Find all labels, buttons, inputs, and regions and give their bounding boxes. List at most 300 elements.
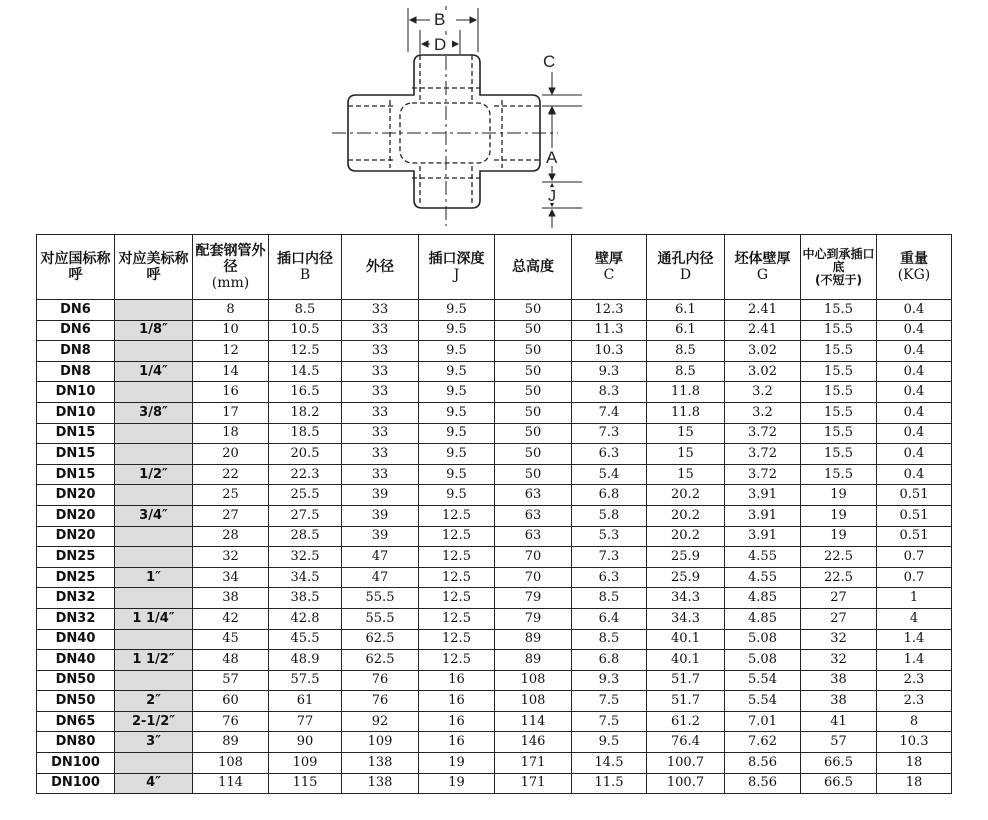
- table-row: [37, 444, 952, 465]
- table-cell: 16: [193, 382, 269, 403]
- table-cell: 11.3: [572, 320, 647, 341]
- cell-us-size: 1/2″: [115, 464, 193, 485]
- label-a: A: [546, 148, 558, 167]
- table-cell: 8.56: [725, 773, 801, 794]
- table-cell: 1.4: [877, 629, 952, 650]
- table-cell: 100.7: [647, 773, 725, 794]
- table-body: [37, 300, 952, 794]
- table-cell: 1: [877, 588, 952, 609]
- table-cell: 12.5: [419, 588, 495, 609]
- table-cell: 9.5: [572, 732, 647, 753]
- cell-us-size: [115, 629, 193, 650]
- dimension-table: [36, 234, 952, 794]
- table-cell: 7.3: [572, 423, 647, 444]
- table-cell: 0.4: [877, 382, 952, 403]
- table-cell: 40.1: [647, 629, 725, 650]
- table-cell: 3.91: [725, 526, 801, 547]
- cell-gb-size: DN25: [37, 567, 115, 588]
- table-cell: 6.3: [572, 444, 647, 465]
- table-cell: 89: [193, 732, 269, 753]
- cell-gb-size: DN50: [37, 670, 115, 691]
- table-cell: 33: [342, 382, 419, 403]
- cell-us-size: [115, 670, 193, 691]
- table-cell: 15.5: [801, 361, 877, 382]
- cell-gb-size: DN15: [37, 444, 115, 465]
- table-cell: 61.2: [647, 711, 725, 732]
- cell-gb-size: DN15: [37, 423, 115, 444]
- table-cell: 25.9: [647, 567, 725, 588]
- cell-gb-size: DN15: [37, 464, 115, 485]
- table-cell: 4.55: [725, 547, 801, 568]
- table-cell: 8.5: [269, 300, 342, 321]
- table-row: [37, 588, 952, 609]
- col-header-od: 外径: [342, 235, 419, 300]
- cell-gb-size: DN40: [37, 650, 115, 671]
- cell-us-size: 1″: [115, 567, 193, 588]
- table-cell: 0.4: [877, 341, 952, 362]
- table-cell: 109: [342, 732, 419, 753]
- cell-gb-size: DN25: [37, 547, 115, 568]
- cell-gb-size: DN6: [37, 300, 115, 321]
- cell-gb-size: DN20: [37, 505, 115, 526]
- table-cell: 50: [495, 382, 572, 403]
- table-cell: 34.3: [647, 608, 725, 629]
- cell-us-size: [115, 300, 193, 321]
- socket-left: [348, 100, 396, 168]
- cell-us-size: [115, 526, 193, 547]
- dimension-a: [542, 108, 582, 182]
- table-cell: 22.5: [801, 567, 877, 588]
- table-cell: 50: [495, 464, 572, 485]
- cell-us-size: 3/8″: [115, 402, 193, 423]
- table-cell: 47: [342, 567, 419, 588]
- table-cell: 100.7: [647, 753, 725, 774]
- table-cell: 16: [419, 691, 495, 712]
- table-cell: 9.5: [419, 444, 495, 465]
- table-cell: 12.3: [572, 300, 647, 321]
- table-cell: 57.5: [269, 670, 342, 691]
- table-cell: 8.3: [572, 382, 647, 403]
- table-cell: 8.5: [647, 341, 725, 362]
- table-cell: 2.3: [877, 691, 952, 712]
- table-cell: 11.8: [647, 402, 725, 423]
- table-cell: 0.51: [877, 526, 952, 547]
- table-row: [37, 320, 952, 341]
- table-cell: 22: [193, 464, 269, 485]
- cell-gb-size: DN32: [37, 608, 115, 629]
- table-cell: 45.5: [269, 629, 342, 650]
- table-cell: 57: [193, 670, 269, 691]
- table-cell: 8.5: [572, 588, 647, 609]
- table-cell: 3.72: [725, 464, 801, 485]
- cell-us-size: 1 1/2″: [115, 650, 193, 671]
- table-cell: 1.4: [877, 650, 952, 671]
- table-cell: 27.5: [269, 505, 342, 526]
- cell-us-size: [115, 485, 193, 506]
- table-cell: 2.41: [725, 300, 801, 321]
- table-cell: 6.8: [572, 485, 647, 506]
- table-row: [37, 650, 952, 671]
- table-cell: 16: [419, 732, 495, 753]
- table-cell: 6.8: [572, 650, 647, 671]
- cell-us-size: 1 1/4″: [115, 608, 193, 629]
- table-cell: 33: [342, 300, 419, 321]
- table-cell: 42.8: [269, 608, 342, 629]
- table-cell: 9.5: [419, 300, 495, 321]
- table-cell: 48.9: [269, 650, 342, 671]
- table-row: [37, 711, 952, 732]
- table-cell: 77: [269, 711, 342, 732]
- table-cell: 33: [342, 402, 419, 423]
- table-cell: 138: [342, 753, 419, 774]
- table-row: [37, 464, 952, 485]
- cell-gb-size: DN80: [37, 732, 115, 753]
- col-header-weight: 重量 (KG): [877, 235, 952, 300]
- cell-us-size: 4″: [115, 773, 193, 794]
- table-cell: 18.2: [269, 402, 342, 423]
- table-cell: 51.7: [647, 691, 725, 712]
- table-header-row: [37, 235, 952, 300]
- table-cell: 14: [193, 361, 269, 382]
- cell-gb-size: DN100: [37, 773, 115, 794]
- table-cell: 9.5: [419, 485, 495, 506]
- col-header-socket-depth: 插口深度 J: [419, 235, 495, 300]
- table-cell: 16: [419, 670, 495, 691]
- col-header-center-to-socket: 中心到承插口底 (不短于): [801, 235, 877, 300]
- table-cell: 76.4: [647, 732, 725, 753]
- table-cell: 9.3: [572, 361, 647, 382]
- col-header-total-height: 总高度: [495, 235, 572, 300]
- table-cell: 15: [647, 464, 725, 485]
- label-d: D: [434, 35, 447, 54]
- cell-gb-size: DN8: [37, 361, 115, 382]
- table-cell: 50: [495, 402, 572, 423]
- table-cell: 9.3: [572, 670, 647, 691]
- table-cell: 92: [342, 711, 419, 732]
- table-cell: 38: [193, 588, 269, 609]
- cell-us-size: 1/8″: [115, 320, 193, 341]
- table-cell: 171: [495, 773, 572, 794]
- table-cell: 5.54: [725, 670, 801, 691]
- cell-us-size: [115, 753, 193, 774]
- table-cell: 0.4: [877, 444, 952, 465]
- table-cell: 50: [495, 423, 572, 444]
- table-cell: 17: [193, 402, 269, 423]
- col-header-pipe-od: 配套钢管外径 (mm): [193, 235, 269, 300]
- table-cell: 3.91: [725, 485, 801, 506]
- table-cell: 15.5: [801, 382, 877, 403]
- table-cell: 115: [269, 773, 342, 794]
- table-cell: 108: [193, 753, 269, 774]
- table-row: [37, 753, 952, 774]
- table-cell: 63: [495, 505, 572, 526]
- cell-gb-size: DN20: [37, 485, 115, 506]
- table-cell: 12.5: [419, 629, 495, 650]
- table-cell: 108: [495, 670, 572, 691]
- cell-us-size: 3″: [115, 732, 193, 753]
- table-cell: 50: [495, 341, 572, 362]
- table-cell: 32: [193, 547, 269, 568]
- cell-us-size: 2-1/2″: [115, 711, 193, 732]
- table-cell: 34.5: [269, 567, 342, 588]
- table-row: [37, 629, 952, 650]
- table-cell: 12.5: [419, 650, 495, 671]
- table-cell: 10.3: [877, 732, 952, 753]
- table-cell: 4.85: [725, 588, 801, 609]
- table-cell: 10.5: [269, 320, 342, 341]
- table-cell: 89: [495, 650, 572, 671]
- table-cell: 47: [342, 547, 419, 568]
- table-row: [37, 732, 952, 753]
- table-cell: 18: [877, 753, 952, 774]
- table-cell: 3.91: [725, 505, 801, 526]
- table-cell: 2.41: [725, 320, 801, 341]
- table-cell: 12.5: [419, 567, 495, 588]
- table-cell: 12: [193, 341, 269, 362]
- table-cell: 15.5: [801, 341, 877, 362]
- table-cell: 0.4: [877, 464, 952, 485]
- table-cell: 32: [801, 629, 877, 650]
- cell-us-size: [115, 341, 193, 362]
- table-cell: 5.08: [725, 629, 801, 650]
- table-cell: 32.5: [269, 547, 342, 568]
- cell-us-size: [115, 547, 193, 568]
- cell-us-size: [115, 588, 193, 609]
- table-cell: 15.5: [801, 402, 877, 423]
- table-cell: 15.5: [801, 320, 877, 341]
- cell-gb-size: DN10: [37, 382, 115, 403]
- table-cell: 3.02: [725, 361, 801, 382]
- table-cell: 0.7: [877, 547, 952, 568]
- table-cell: 15.5: [801, 300, 877, 321]
- table-cell: 40.1: [647, 650, 725, 671]
- table-cell: 19: [419, 773, 495, 794]
- table-cell: 20.2: [647, 485, 725, 506]
- table-cell: 34: [193, 567, 269, 588]
- table-cell: 114: [495, 711, 572, 732]
- table-cell: 18.5: [269, 423, 342, 444]
- table-cell: 15.5: [801, 423, 877, 444]
- table-cell: 11.5: [572, 773, 647, 794]
- table-cell: 0.4: [877, 320, 952, 341]
- table-cell: 12.5: [419, 608, 495, 629]
- table-cell: 12.5: [269, 341, 342, 362]
- table-row: [37, 300, 952, 321]
- cross-outline: [348, 55, 540, 208]
- table-row: [37, 423, 952, 444]
- table-row: [37, 505, 952, 526]
- table-cell: 14.5: [269, 361, 342, 382]
- table-cell: 0.51: [877, 485, 952, 506]
- table-cell: 20.2: [647, 526, 725, 547]
- table-cell: 11.8: [647, 382, 725, 403]
- table-cell: 0.4: [877, 423, 952, 444]
- table-cell: 38.5: [269, 588, 342, 609]
- table-cell: 57: [801, 732, 877, 753]
- cell-gb-size: DN100: [37, 753, 115, 774]
- table-cell: 79: [495, 588, 572, 609]
- cross-fitting-diagram: [330, 0, 600, 232]
- table-row: [37, 341, 952, 362]
- table-cell: 0.4: [877, 402, 952, 423]
- cell-us-size: 1/4″: [115, 361, 193, 382]
- table-cell: 6.1: [647, 320, 725, 341]
- table-cell: 15: [647, 444, 725, 465]
- table-row: [37, 547, 952, 568]
- table-cell: 9.5: [419, 423, 495, 444]
- table-cell: 61: [269, 691, 342, 712]
- table-cell: 33: [342, 320, 419, 341]
- table-cell: 6.4: [572, 608, 647, 629]
- table-cell: 7.3: [572, 547, 647, 568]
- cell-gb-size: DN10: [37, 402, 115, 423]
- table-cell: 5.4: [572, 464, 647, 485]
- table-cell: 5.54: [725, 691, 801, 712]
- table-cell: 70: [495, 567, 572, 588]
- table-cell: 62.5: [342, 629, 419, 650]
- table-cell: 3.72: [725, 444, 801, 465]
- table-cell: 3.2: [725, 382, 801, 403]
- table-cell: 5.08: [725, 650, 801, 671]
- table-cell: 66.5: [801, 773, 877, 794]
- table-cell: 38: [801, 670, 877, 691]
- table-cell: 9.5: [419, 361, 495, 382]
- table-cell: 3.72: [725, 423, 801, 444]
- cell-us-size: [115, 444, 193, 465]
- table-cell: 114: [193, 773, 269, 794]
- table-cell: 41: [801, 711, 877, 732]
- table-cell: 8: [193, 300, 269, 321]
- table-cell: 7.5: [572, 711, 647, 732]
- table-cell: 8.5: [647, 361, 725, 382]
- table-cell: 7.4: [572, 402, 647, 423]
- table-cell: 108: [495, 691, 572, 712]
- table-cell: 48: [193, 650, 269, 671]
- label-j: J: [548, 188, 556, 205]
- cell-us-size: 3/4″: [115, 505, 193, 526]
- col-header-bore: 通孔内径 D: [647, 235, 725, 300]
- table-cell: 0.51: [877, 505, 952, 526]
- table-cell: 0.4: [877, 300, 952, 321]
- table-cell: 20.2: [647, 505, 725, 526]
- col-header-gb: 对应国标称呼: [37, 235, 115, 300]
- table-cell: 6.1: [647, 300, 725, 321]
- cell-gb-size: DN40: [37, 629, 115, 650]
- table-cell: 28: [193, 526, 269, 547]
- table-cell: 33: [342, 423, 419, 444]
- table-cell: 33: [342, 361, 419, 382]
- table-row: [37, 608, 952, 629]
- table-cell: 8.56: [725, 753, 801, 774]
- table-cell: 9.5: [419, 382, 495, 403]
- cell-us-size: [115, 423, 193, 444]
- table-cell: 33: [342, 464, 419, 485]
- col-header-socket-id: 插口内径 B: [269, 235, 342, 300]
- dimension-c: [542, 72, 582, 118]
- table-cell: 39: [342, 485, 419, 506]
- table-cell: 146: [495, 732, 572, 753]
- table-cell: 19: [801, 485, 877, 506]
- table-cell: 10.3: [572, 341, 647, 362]
- table-cell: 33: [342, 341, 419, 362]
- table-cell: 7.5: [572, 691, 647, 712]
- cell-gb-size: DN50: [37, 691, 115, 712]
- table-cell: 2.3: [877, 670, 952, 691]
- cell-us-size: 2″: [115, 691, 193, 712]
- table-cell: 5.8: [572, 505, 647, 526]
- table-cell: 45: [193, 629, 269, 650]
- table-cell: 50: [495, 361, 572, 382]
- table-cell: 15.5: [801, 464, 877, 485]
- label-b: B: [434, 10, 446, 29]
- table-cell: 63: [495, 485, 572, 506]
- table-cell: 16: [419, 711, 495, 732]
- cell-gb-size: DN32: [37, 588, 115, 609]
- table-cell: 51.7: [647, 670, 725, 691]
- table-row: [37, 526, 952, 547]
- table-row: [37, 361, 952, 382]
- table-cell: 4.85: [725, 608, 801, 629]
- col-header-body-wall: 坯体壁厚 G: [725, 235, 801, 300]
- table-cell: 39: [342, 526, 419, 547]
- table-row: [37, 567, 952, 588]
- table-cell: 25.9: [647, 547, 725, 568]
- table-cell: 18: [193, 423, 269, 444]
- table-cell: 27: [193, 505, 269, 526]
- table-row: [37, 485, 952, 506]
- table-cell: 22.5: [801, 547, 877, 568]
- table-cell: 34.3: [647, 588, 725, 609]
- table-cell: 10: [193, 320, 269, 341]
- table-row: [37, 691, 952, 712]
- table-cell: 9.5: [419, 320, 495, 341]
- table-cell: 8: [877, 711, 952, 732]
- table-cell: 28.5: [269, 526, 342, 547]
- table-cell: 5.3: [572, 526, 647, 547]
- table-cell: 4.55: [725, 567, 801, 588]
- table-cell: 9.5: [419, 341, 495, 362]
- table-cell: 12.5: [419, 526, 495, 547]
- cell-gb-size: DN65: [37, 711, 115, 732]
- socket-right: [494, 100, 540, 168]
- table-cell: 76: [342, 670, 419, 691]
- table-cell: 55.5: [342, 588, 419, 609]
- table-cell: 60: [193, 691, 269, 712]
- table-cell: 90: [269, 732, 342, 753]
- table-cell: 50: [495, 320, 572, 341]
- table-row: [37, 402, 952, 423]
- table-row: [37, 670, 952, 691]
- table-cell: 25: [193, 485, 269, 506]
- table-cell: 19: [801, 505, 877, 526]
- table-cell: 0.7: [877, 567, 952, 588]
- table-cell: 22.3: [269, 464, 342, 485]
- table-cell: 39: [342, 505, 419, 526]
- table-cell: 7.01: [725, 711, 801, 732]
- table-cell: 89: [495, 629, 572, 650]
- table-cell: 18: [877, 773, 952, 794]
- table-cell: 0.4: [877, 361, 952, 382]
- table-cell: 9.5: [419, 402, 495, 423]
- table-cell: 38: [801, 691, 877, 712]
- table-cell: 138: [342, 773, 419, 794]
- table-cell: 66.5: [801, 753, 877, 774]
- table-cell: 76: [342, 691, 419, 712]
- table-cell: 63: [495, 526, 572, 547]
- table-cell: 3.2: [725, 402, 801, 423]
- table-cell: 19: [419, 753, 495, 774]
- table-cell: 19: [801, 526, 877, 547]
